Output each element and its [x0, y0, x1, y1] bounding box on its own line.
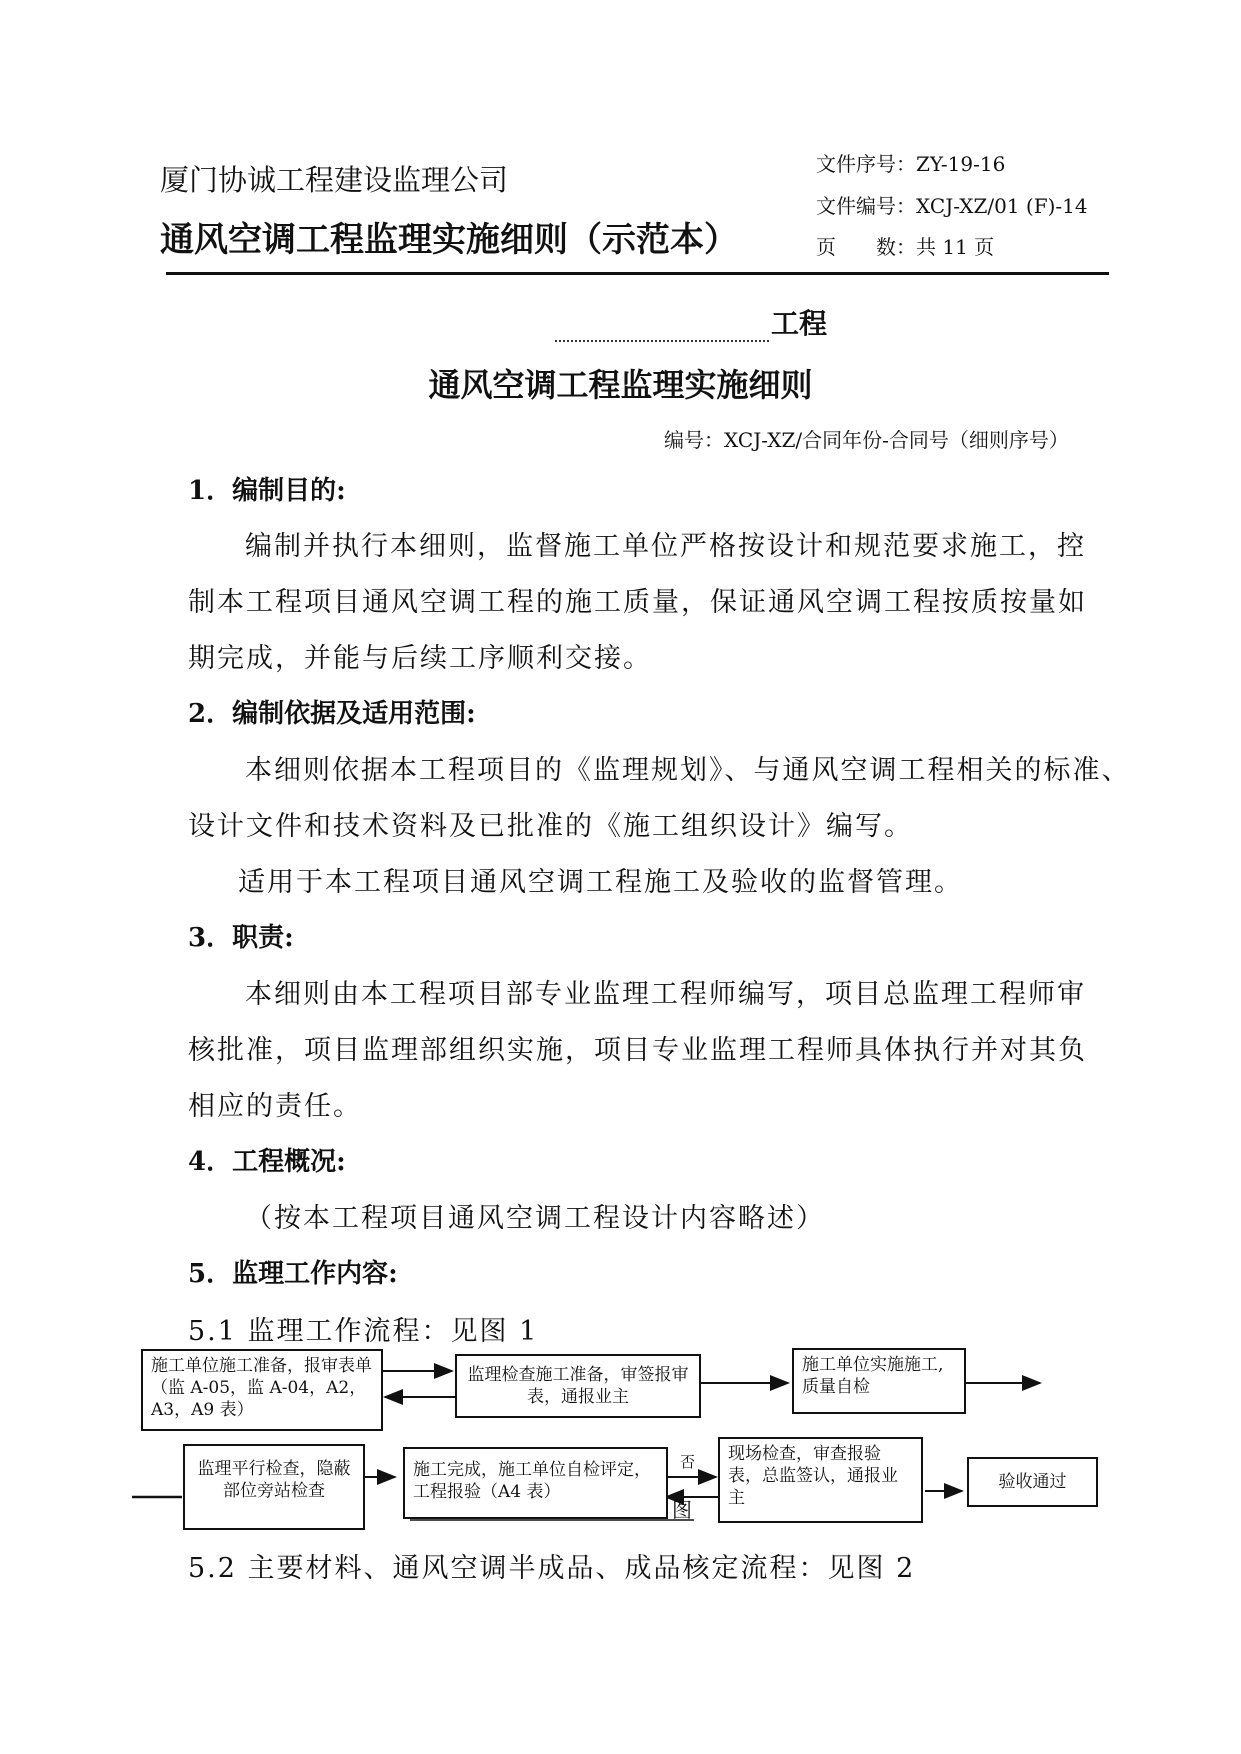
document-number: 编号：XCJ-XZ/合同年份-合同号（细则序号） [664, 428, 1069, 452]
flow-label-no: 否 [680, 1453, 696, 1471]
section-2-line-3: 适用于本工程项目通风空调工程施工及验收的监督管理。 [238, 867, 963, 898]
section-1-line-2: 制本工程项目通风空调工程的施工质量，保证通风空调工程按质按量如 [188, 587, 1087, 618]
flow-box-site-check: 现场检查，审查报验表，总监签认，通报业主 [718, 1437, 923, 1523]
section-1-heading: 1．编制目的: [188, 476, 346, 506]
section-2-line-1: 本细则依据本工程项目的《监理规划》、与通风空调工程相关的标准、 [245, 755, 1131, 786]
section-4-heading: 4．工程概况: [188, 1147, 346, 1177]
flow-box-supervisor-review: 监理检查施工准备，审签报审表，通报业主 [455, 1354, 701, 1418]
flow-box-parallel-inspection: 监理平行检查，隐蔽部位旁站检查 [183, 1444, 365, 1530]
file-number: 文件编号：XCJ-XZ/01 (F)-14 [816, 194, 1088, 218]
page-count: 页 数：共 11 页 [816, 235, 995, 259]
section-3-heading: 3．职责: [188, 923, 294, 953]
file-sequence-number: 文件序号：ZY-19-16 [816, 152, 1006, 176]
section-2-heading: 2．编制依据及适用范围: [188, 699, 476, 729]
section-5-1-title: 5.1 监理工作流程：见图 1 [188, 1316, 539, 1347]
project-suffix: 工程 [771, 307, 828, 340]
document-title: 通风空调工程监理实施细则（示范本） [160, 220, 738, 260]
flow-box-completion-report: 施工完成，施工单位自检评定，工程报验（A4 表） [403, 1447, 668, 1519]
section-1-line-3: 期完成，并能与后续工序顺利交接。 [188, 643, 652, 674]
section-3-line-3: 相应的责任。 [188, 1091, 362, 1122]
section-5-heading: 5．监理工作内容: [188, 1259, 398, 1289]
section-1-line-1: 编制并执行本细则，监督施工单位严格按设计和规范要求施工，控 [245, 531, 1086, 562]
section-4-line-1: （按本工程项目通风空调工程设计内容略述） [245, 1203, 825, 1234]
flow-box-acceptance-passed: 验收通过 [967, 1457, 1098, 1507]
flow-box-construction-prep: 施工单位施工准备，报审表单 （监 A-05，监 A-04，A2，A3，A9 表） [141, 1349, 383, 1431]
section-3-line-2: 核批准，项目监理部组织实施，项目专业监理工程师具体执行并对其负 [188, 1035, 1087, 1066]
main-title: 通风空调工程监理实施细则 [428, 366, 813, 404]
flow-box-construction-execution: 施工单位实施施工, 质量自检 [792, 1348, 966, 1414]
company-name: 厦门协诚工程建设监理公司 [160, 163, 509, 197]
section-5-2-title: 5.2 主要材料、通风空调半成品、成品核定流程：见图 2 [188, 1553, 916, 1584]
section-3-line-1: 本细则由本工程项目部专业监理工程师编写，项目总监理工程师审 [245, 979, 1086, 1010]
section-2-line-2: 设计文件和技术资料及已批准的《施工组织设计》编写。 [188, 811, 913, 842]
flow-label-figure: 图 [672, 1498, 692, 1522]
